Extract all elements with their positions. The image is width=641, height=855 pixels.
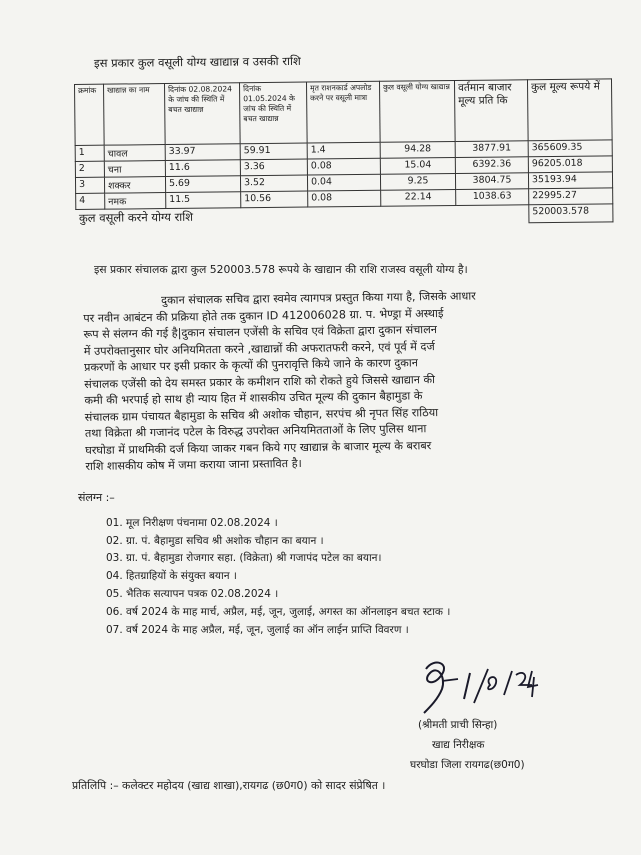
- cell-value: 96205.018: [528, 156, 612, 173]
- cell-rate: 3877.91: [455, 141, 528, 158]
- cell-stock-0105: 3.36: [240, 159, 307, 176]
- cell-total-qty: 94.28: [380, 142, 455, 159]
- paragraph-line: प्रकरणों के आधार पर इसी प्रकार के कृत्यों की पुनरावृत्ति किये जाने के कारण दुकान: [83, 356, 419, 374]
- cell-dead-card: 1.4: [307, 142, 380, 159]
- cell-sno: 2: [75, 161, 104, 177]
- col-header-sno: क्रमांक: [75, 84, 105, 145]
- summary-line: इस प्रकार संचालक द्वारा कुल 520003.578 रूपये के खाद्यान की राशि राजस्व वसूली योग्य है।: [94, 263, 468, 276]
- cell-dead-card: 0.08: [308, 190, 381, 207]
- cell-sno: 3: [75, 177, 104, 193]
- cell-stock-0105: 10.56: [241, 191, 308, 208]
- col-header-dead-card: मृत राशनकार्ड अपलोड करने पर वसूली मात्रा: [306, 81, 380, 143]
- paragraph-line: संचालक ग्राम पंचायत बैहामुडा के सचिव श्री अशोक चौहान, सरपंच श्री नृपत सिंह राठिया: [84, 405, 439, 424]
- enclosure-item: 03. ग्रा. पं. बैहामुडा रोजगार सहा. (विक्रेता) श्री गजापंद पटेल का बयान।: [106, 552, 382, 564]
- table-heading: इस प्रकार कुल वसूली योग्य खाद्यान्न व उसकी राशि: [93, 53, 301, 71]
- cell-stock-0105: 3.52: [240, 175, 307, 192]
- col-header-value: कुल मूल्य रूपये में: [527, 79, 612, 141]
- col-header-stock-0208: दिनांक 02.08.2024 के जांच की स्थिति में बचत खाद्यान्न: [165, 83, 241, 145]
- signatory-office: घरघोडा जिला रायगढ(छ0ग0): [410, 759, 525, 771]
- cell-value: 22995.27: [529, 188, 613, 205]
- cell-rate: 3804.75: [455, 173, 528, 190]
- grand-total-value: 520003.578: [529, 204, 613, 222]
- cell-total-qty: 9.25: [380, 174, 455, 191]
- cell-item: चना: [104, 161, 165, 178]
- cell-stock-0208: 11.6: [165, 160, 240, 177]
- cell-item: चावल: [104, 145, 165, 162]
- cell-rate: 6392.36: [455, 157, 528, 174]
- enclosure-item: 02. ग्रा. पं. बैहामुडा सचिव श्री अशोक चौहान का बयान ।: [106, 535, 324, 547]
- col-header-stock-0105: दिनांक 01.05.2024 के जांच की स्थिति में बचत खाद्यान्न: [239, 82, 307, 144]
- recovery-table: [74, 78, 613, 227]
- cell-stock-0208: 33.97: [165, 144, 240, 161]
- total-label: कुल वसूली करने योग्य राशि: [76, 205, 529, 227]
- enclosure-item: 05. भैतिक सत्यापन पत्रक 02.08.2024 ।: [106, 588, 279, 600]
- table-header-row: [75, 79, 613, 146]
- cell-stock-0105: 59.91: [240, 143, 307, 160]
- copy-to-line: प्रतिलिपि :– कलेक्टर महोदय (खाद्य शाखा),रायगढ (छ0ग0) को सादर संप्रेषित ।: [72, 779, 386, 792]
- cell-item: नमक: [105, 193, 166, 210]
- signatory-name: (श्रीमती प्राची सिन्हा): [418, 719, 498, 731]
- cell-stock-0208: 11.5: [166, 192, 241, 209]
- col-header-rate: वर्तमान बाजार मूल्य प्रति कि: [454, 80, 528, 142]
- cell-item: शक्कर: [104, 177, 165, 194]
- enclosures-title: संलग्न :–: [78, 491, 115, 504]
- paragraph-line: घरघोडा में प्राथमिकी दर्ज किया जाकर गबन किये गए खाद्यान्न के बाजार मूल्य के बराबर: [85, 438, 432, 457]
- cell-dead-card: 0.08: [307, 158, 380, 175]
- signatory-designation: खाद्य निरीक्षक: [432, 739, 485, 751]
- paragraph-line: दुकान संचालक सचिव द्वारा स्वमेव त्यागपत्र प्रस्तुत किया गया है, जिसके आधार: [161, 289, 476, 307]
- enclosure-item: 06. वर्ष 2024 के माह मार्च, अप्रैल, मई, जून, जुलाई, अगस्त का ऑनलाइन बचत स्टाक ।: [106, 606, 451, 618]
- cell-value: 365609.35: [528, 140, 612, 157]
- cell-sno: 1: [75, 145, 104, 161]
- cell-total-qty: 22.14: [381, 190, 456, 207]
- cell-dead-card: 0.04: [307, 174, 380, 191]
- col-header-total-qty: कुल वसूली योग्य खाद्यान्न: [379, 81, 455, 143]
- cell-total-qty: 15.04: [380, 158, 455, 175]
- col-header-item: खाद्यान्न का नाम: [104, 84, 166, 146]
- handwritten-signature: [412, 655, 542, 717]
- paragraph-line: तथा विक्रेता श्री गजानंद पटेल के विरुद्ध उपरोक्त अनियमितताओं के लिए पुलिस थाना: [84, 422, 427, 440]
- cell-value: 35193.94: [528, 172, 612, 189]
- paragraph-line: कमी की भरपाई हो साथ ही न्याय हित में शासकीय उचित मूल्य की दुकान बैहामुडा के: [84, 389, 423, 407]
- paragraph-line: राशि शासकीय कोष में जमा कराया जाना प्रस्तावित है।: [85, 456, 302, 473]
- paragraph-line: में उपरोक्तानुसार घोर अनियमितता करने ,खाद्यान्नों की अफरातफरी करने, एवं पूर्व में दर्ज: [83, 339, 435, 358]
- paragraph-line: रूप से संलग्न की गई है|दुकान संचालन एजेंसी के सचिव एवं विक्रेता द्वारा दुकान संचालन: [83, 323, 438, 341]
- enclosure-item: 01. मूल निरीक्षण पंचनामा 02.08.2024 ।: [106, 517, 278, 529]
- cell-sno: 4: [76, 193, 105, 209]
- paragraph-line: संचालक एजेंसी को देय समस्त प्रकार के कमीशन राशि को रोकते हुये जिससे खाद्यान की: [84, 372, 436, 391]
- cell-rate: 1038.63: [456, 189, 529, 206]
- cell-stock-0208: 5.69: [165, 176, 240, 193]
- enclosure-item: 07. वर्ष 2024 के माह अप्रैल, मई, जून, जुलाई का ऑन लाईन प्राप्ति विवरण ।: [106, 624, 409, 636]
- enclosure-item: 04. हितग्राहियों के संयुक्त बयान ।: [106, 570, 237, 582]
- body-paragraph: [83, 287, 617, 476]
- paragraph-line: पर नवीन आबंटन की प्रक्रिया होते तक दुकान ID 412006028 ग्रा. प. भेण्ड्रा में अस्थाई: [83, 306, 444, 325]
